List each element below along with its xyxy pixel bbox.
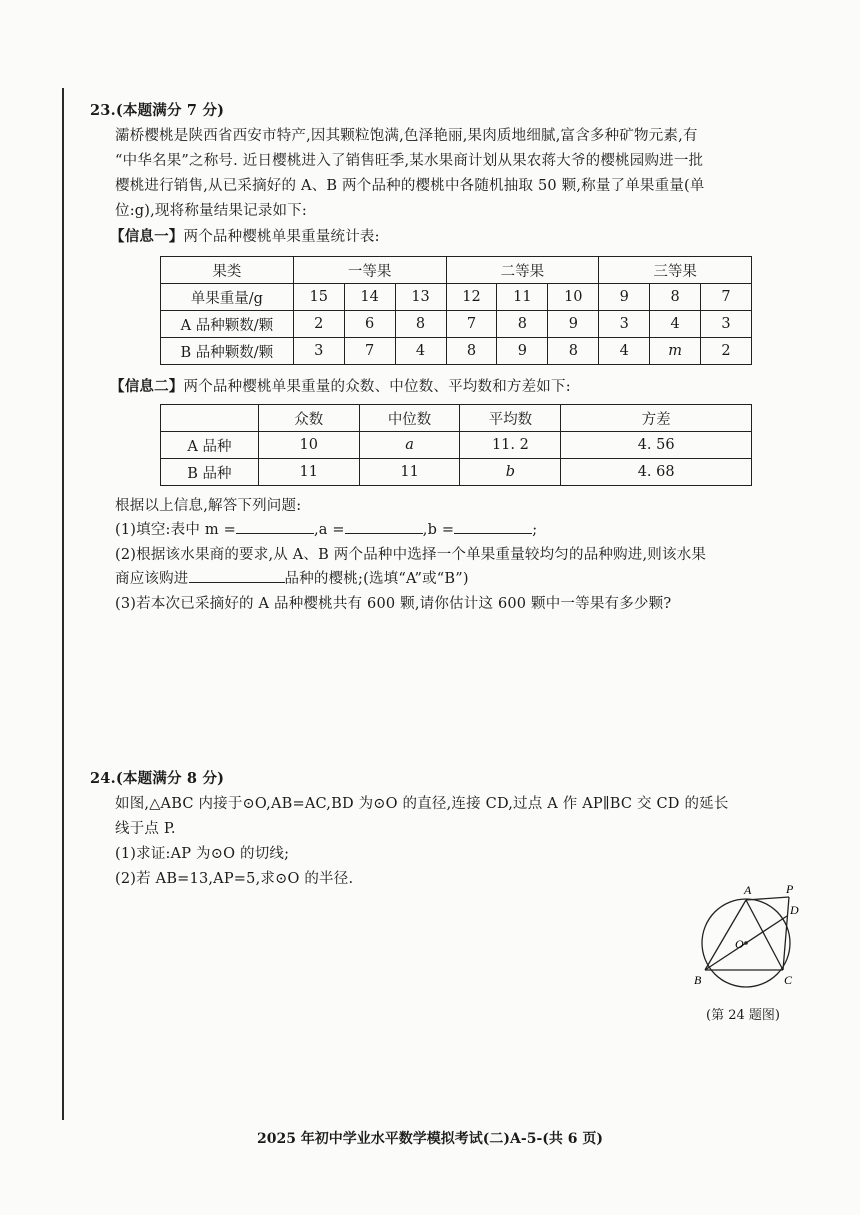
q23-sub1-prefix: (1)填空:表中 m =: [115, 522, 236, 538]
label-c: C: [784, 973, 793, 987]
table1-b-label: B 品种颗数/颗: [161, 338, 294, 365]
q24-line2: 线于点 P.: [115, 821, 176, 837]
q23-sub2-line2: [115, 568, 469, 590]
table2-head-mean: 平均数: [460, 405, 561, 432]
label-o: O: [735, 937, 744, 951]
table1-a-row: [161, 311, 752, 338]
table1-cell: 13: [395, 284, 446, 311]
table2-cell: 4. 56: [561, 432, 752, 459]
table1-cell-m: m: [650, 338, 701, 365]
answer-blank-a[interactable]: [345, 519, 423, 534]
answer-blank-m[interactable]: [236, 519, 314, 534]
answer-blank-b[interactable]: [454, 519, 532, 534]
q23-sub2-prefix: 商应该购进: [115, 571, 189, 587]
table2-head-variance: 方差: [561, 405, 752, 432]
table1-head-grade1: 一等果: [293, 257, 446, 284]
table1-cell: 10: [548, 284, 599, 311]
segment-cp: [783, 897, 789, 970]
table1-cell: 3: [701, 311, 752, 338]
info2-text: 两个品种樱桃单果重量的众数、中位数、平均数和方差如下:: [183, 379, 571, 395]
segment-ap: [746, 897, 789, 900]
geometry-figure: [690, 880, 810, 1000]
table1-cell: 2: [701, 338, 752, 365]
table2-head-mode: 众数: [258, 405, 359, 432]
q23-sub1-end: ;: [532, 522, 538, 538]
q23-sub1-a: ,a =: [313, 522, 345, 538]
page-footer: 2025 年初中学业水平数学模拟考试(二)A-5-(共 6 页): [256, 1131, 604, 1147]
table2-a-label: A 品种: [161, 432, 259, 459]
table2-head-median: 中位数: [359, 405, 460, 432]
table2-cell-a: a: [359, 432, 460, 459]
info1-tag: 【信息一】: [110, 228, 184, 245]
table2-cell: 11: [359, 459, 460, 486]
table1-weight-row: [161, 284, 752, 311]
q23-sub3: (3)若本次已采摘好的 A 品种樱桃共有 600 颗,请你估计这 600 颗中一等果有多少颗?: [115, 596, 672, 612]
segment-ac: [746, 900, 783, 970]
info1-text: 两个品种樱桃单果重量统计表:: [183, 229, 380, 245]
table1-cell: 8: [548, 338, 599, 365]
table2-head-empty: [161, 405, 259, 432]
table1-cell: 9: [548, 311, 599, 338]
info2-tag: 【信息二】: [110, 378, 184, 395]
q24-sub2: (2)若 AB=13,AP=5,求⊙O 的半径.: [115, 871, 354, 887]
table1-cell: 2: [293, 311, 344, 338]
table1-cell: 9: [599, 284, 650, 311]
table1-cell: 8: [650, 284, 701, 311]
stats-summary-table: [160, 404, 752, 486]
label-b: B: [694, 973, 702, 987]
table1-cell: 12: [446, 284, 497, 311]
table1-cell: 7: [446, 311, 497, 338]
label-a: A: [744, 883, 752, 897]
q24-sub1: (1)求证:AP 为⊙O 的切线;: [115, 846, 290, 862]
q23-intro: 根据以上信息,解答下列问题:: [115, 498, 302, 514]
table1-cell: 11: [497, 284, 548, 311]
table1-cell: 7: [701, 284, 752, 311]
info1-line: [110, 226, 380, 248]
table2-b-row: [161, 459, 752, 486]
table2-cell: 11. 2: [460, 432, 561, 459]
table1-weight-label: 单果重量/g: [161, 284, 294, 311]
table1-cell: 6: [344, 311, 395, 338]
table2-cell: 10: [258, 432, 359, 459]
table1-cell: 4: [599, 338, 650, 365]
figure-caption: (第 24 题图): [706, 1008, 780, 1023]
answer-blank-variety[interactable]: [189, 568, 285, 583]
table1-head-fruit-type: 果类: [161, 257, 294, 284]
q23-sub1-b: ,b =: [422, 522, 455, 538]
table1-cell: 8: [497, 311, 548, 338]
q23-para-line-4: 位:g),现将称量结果记录如下:: [115, 203, 308, 219]
binding-line: [62, 88, 64, 1120]
table1-cell: 4: [395, 338, 446, 365]
segment-ab: [705, 900, 746, 970]
table1-cell: 8: [446, 338, 497, 365]
q23-para-line-1: 灞桥樱桃是陕西省西安市特产,因其颗粒饱满,色泽艳丽,果肉质地细腻,富含多种矿物元素,有: [115, 128, 698, 144]
table1-cell: 4: [650, 311, 701, 338]
table2-cell-b: b: [460, 459, 561, 486]
table1-cell: 15: [293, 284, 344, 311]
q23-sub1: [115, 519, 537, 541]
table1-cell: 3: [599, 311, 650, 338]
q23-sub2-suffix: 品种的樱桃;(选填“A”或“B”): [284, 571, 469, 587]
table2-a-row: [161, 432, 752, 459]
label-d: D: [790, 903, 799, 917]
table1-cell: 8: [395, 311, 446, 338]
q23-para-line-3: 樱桃进行销售,从已采摘好的 A、B 两个品种的樱桃中各随机抽取 50 颗,称量了单果重量(单: [115, 178, 705, 194]
q24-line1: 如图,△ABC 内接于⊙O,AB=AC,BD 为⊙O 的直径,连接 CD,过点 A 作 AP∥BC 交 CD 的延长: [115, 796, 729, 812]
table1-cell: 14: [344, 284, 395, 311]
q23-header: 23.(本题满分 7 分): [90, 102, 225, 119]
table2-header-row: [161, 405, 752, 432]
center-o-dot: [744, 941, 748, 945]
label-p: P: [786, 882, 794, 896]
table1-a-label: A 品种颗数/颗: [161, 311, 294, 338]
table1-b-row: [161, 338, 752, 365]
table2-cell: 11: [258, 459, 359, 486]
table1-cell: 9: [497, 338, 548, 365]
q24-header: 24.(本题满分 8 分): [90, 770, 225, 787]
table1-head-grade2: 二等果: [446, 257, 599, 284]
table1-cell: 7: [344, 338, 395, 365]
weight-stat-table: [160, 256, 752, 365]
table1-head-grade3: 三等果: [599, 257, 752, 284]
table1-header-row: [161, 257, 752, 284]
q23-sub2-line1: (2)根据该水果商的要求,从 A、B 两个品种中选择一个单果重量较均匀的品种购进,则该水果: [115, 547, 707, 563]
info2-line: [110, 376, 571, 398]
table1-cell: 3: [293, 338, 344, 365]
q23-para-line-2: “中华名果”之称号. 近日樱桃进入了销售旺季,某水果商计划从果农蒋大爷的樱桃园购进一批: [115, 153, 704, 169]
table2-b-label: B 品种: [161, 459, 259, 486]
table2-cell: 4. 68: [561, 459, 752, 486]
